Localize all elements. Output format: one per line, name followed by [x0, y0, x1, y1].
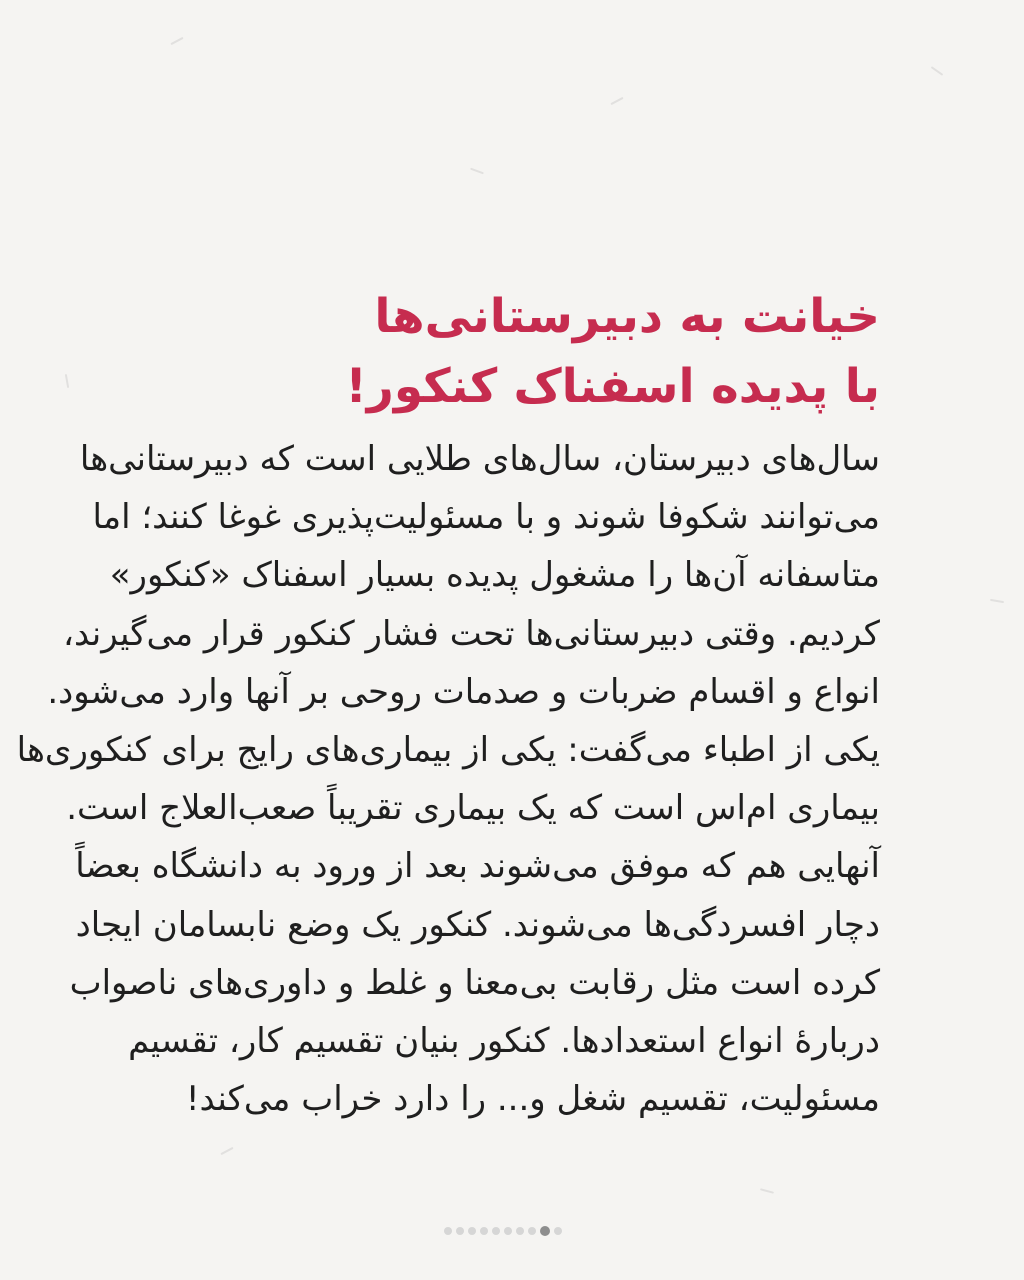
body-line: بیماری ام‌اس است که یک بیماری تقریباً صعب‌العلاج است. [66, 788, 880, 829]
paper-speck [470, 168, 484, 175]
title-line-1: خیانت به دبیرستانی‌ها [374, 289, 880, 344]
carousel-dot[interactable] [444, 1227, 452, 1235]
paper-speck [760, 1188, 774, 1194]
body-line: دچار افسردگی‌ها می‌شوند. کنکور یک وضع نابسامان ایجاد [75, 904, 880, 945]
body-line: آنهایی هم که موفق می‌شوند بعد از ورود به دانشگاه بعضاً [75, 846, 880, 887]
paper-speck [65, 374, 69, 388]
body-line: کرده است مثل رقابت بی‌معنا و غلط و داوری‌های ناصواب [69, 962, 880, 1003]
carousel-dot-active[interactable] [540, 1226, 550, 1236]
carousel-dot[interactable] [516, 1227, 524, 1235]
paper-speck [610, 97, 623, 105]
carousel-indicator[interactable] [444, 1225, 562, 1237]
carousel-dot[interactable] [468, 1227, 476, 1235]
carousel-dot[interactable] [492, 1227, 500, 1235]
carousel-dot[interactable] [504, 1227, 512, 1235]
title-line-2: با پدیده اسفناک کنکور! [345, 359, 880, 414]
body-line: دربارهٔ انواع استعدادها. کنکور بنیان تقسیم کار، تقسیم [128, 1021, 880, 1062]
article-title [120, 282, 880, 422]
paper-speck [170, 37, 183, 45]
article-body [16, 430, 880, 1128]
paper-speck [931, 66, 944, 76]
body-line: مسئولیت، تقسیم شغل و... را دارد خراب می‌کند! [185, 1079, 880, 1120]
carousel-dot[interactable] [554, 1227, 562, 1235]
body-line: می‌توانند شکوفا شوند و با مسئولیت‌پذیری غوغا کنند؛ اما [92, 497, 880, 538]
carousel-dot[interactable] [528, 1227, 536, 1235]
paper-speck [990, 599, 1004, 603]
carousel-dot[interactable] [456, 1227, 464, 1235]
body-line: انواع و اقسام ضربات و صدمات روحی بر آنها وارد می‌شود. [47, 671, 880, 712]
body-line: یکی از اطباء می‌گفت: یکی از بیماری‌های رایج برای کنکوری‌ها [16, 730, 880, 771]
carousel-dot[interactable] [480, 1227, 488, 1235]
body-line: سال‌های دبیرستان، سال‌های طلایی است که دبیرستانی‌ها [79, 439, 880, 479]
paper-speck [220, 1147, 233, 1155]
body-line: متاسفانه آن‌ها را مشغول پدیده بسیار اسفناک «کنکور» [109, 555, 880, 596]
body-line: کردیم. وقتی دبیرستانی‌ها تحت فشار کنکور قرار می‌گیرند، [62, 613, 880, 654]
